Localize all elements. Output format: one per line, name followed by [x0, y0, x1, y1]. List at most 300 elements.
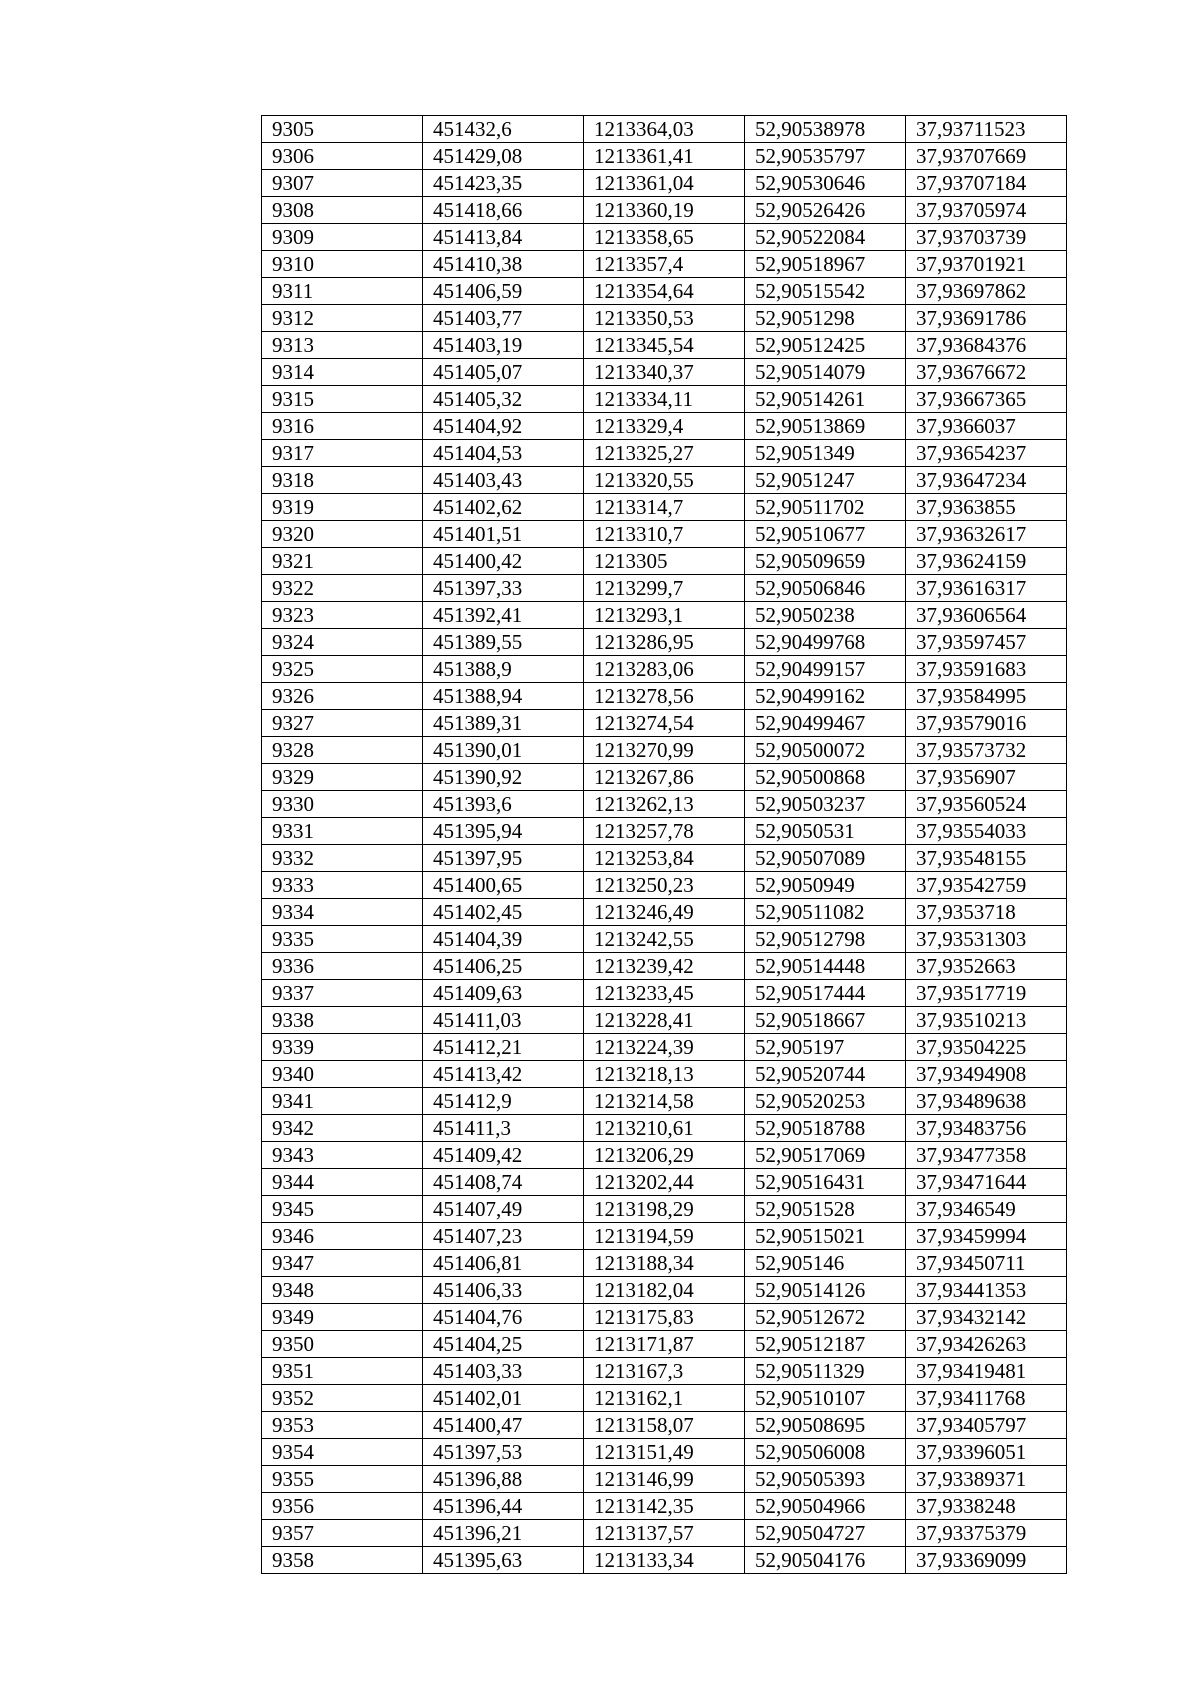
longitude-cell: 37,93632617 — [906, 521, 1067, 548]
table-row — [262, 926, 1067, 953]
x-coordinate-cell: 451390,92 — [423, 764, 584, 791]
longitude-cell: 37,93375379 — [906, 1520, 1067, 1547]
y-coordinate-cell: 1213334,11 — [584, 386, 745, 413]
point-number-cell: 9315 — [262, 386, 423, 413]
point-number-cell: 9306 — [262, 143, 423, 170]
table-row — [262, 278, 1067, 305]
table-row — [262, 1331, 1067, 1358]
x-coordinate-cell: 451389,55 — [423, 629, 584, 656]
longitude-cell: 37,93711523 — [906, 116, 1067, 143]
latitude-cell: 52,90506846 — [745, 575, 906, 602]
table-row — [262, 1439, 1067, 1466]
longitude-cell: 37,93684376 — [906, 332, 1067, 359]
point-number-cell: 9334 — [262, 899, 423, 926]
point-number-cell: 9337 — [262, 980, 423, 1007]
latitude-cell: 52,90512672 — [745, 1304, 906, 1331]
y-coordinate-cell: 1213320,55 — [584, 467, 745, 494]
table-row — [262, 251, 1067, 278]
latitude-cell: 52,90518667 — [745, 1007, 906, 1034]
point-number-cell: 9305 — [262, 116, 423, 143]
x-coordinate-cell: 451404,92 — [423, 413, 584, 440]
latitude-cell: 52,90511702 — [745, 494, 906, 521]
table-row — [262, 467, 1067, 494]
point-number-cell: 9323 — [262, 602, 423, 629]
latitude-cell: 52,90515542 — [745, 278, 906, 305]
x-coordinate-cell: 451403,43 — [423, 467, 584, 494]
latitude-cell: 52,90520744 — [745, 1061, 906, 1088]
longitude-cell: 37,93584995 — [906, 683, 1067, 710]
x-coordinate-cell: 451429,08 — [423, 143, 584, 170]
table-row — [262, 629, 1067, 656]
x-coordinate-cell: 451406,25 — [423, 953, 584, 980]
y-coordinate-cell: 1213274,54 — [584, 710, 745, 737]
x-coordinate-cell: 451405,07 — [423, 359, 584, 386]
table-row — [262, 683, 1067, 710]
longitude-cell: 37,93597457 — [906, 629, 1067, 656]
latitude-cell: 52,9051247 — [745, 467, 906, 494]
longitude-cell: 37,93591683 — [906, 656, 1067, 683]
table-row — [262, 872, 1067, 899]
y-coordinate-cell: 1213299,7 — [584, 575, 745, 602]
point-number-cell: 9317 — [262, 440, 423, 467]
longitude-cell: 37,9338248 — [906, 1493, 1067, 1520]
latitude-cell: 52,90503237 — [745, 791, 906, 818]
point-number-cell: 9335 — [262, 926, 423, 953]
y-coordinate-cell: 1213364,03 — [584, 116, 745, 143]
table-row — [262, 899, 1067, 926]
longitude-cell: 37,93471644 — [906, 1169, 1067, 1196]
point-number-cell: 9350 — [262, 1331, 423, 1358]
longitude-cell: 37,93510213 — [906, 1007, 1067, 1034]
longitude-cell: 37,93477358 — [906, 1142, 1067, 1169]
longitude-cell: 37,93703739 — [906, 224, 1067, 251]
latitude-cell: 52,90517069 — [745, 1142, 906, 1169]
y-coordinate-cell: 1213158,07 — [584, 1412, 745, 1439]
x-coordinate-cell: 451406,59 — [423, 278, 584, 305]
point-number-cell: 9314 — [262, 359, 423, 386]
table-row — [262, 1142, 1067, 1169]
point-number-cell: 9321 — [262, 548, 423, 575]
table-row — [262, 1493, 1067, 1520]
x-coordinate-cell: 451404,39 — [423, 926, 584, 953]
latitude-cell: 52,90512798 — [745, 926, 906, 953]
x-coordinate-cell: 451412,9 — [423, 1088, 584, 1115]
table-row — [262, 332, 1067, 359]
longitude-cell: 37,9346549 — [906, 1196, 1067, 1223]
latitude-cell: 52,90508695 — [745, 1412, 906, 1439]
y-coordinate-cell: 1213198,29 — [584, 1196, 745, 1223]
point-number-cell: 9325 — [262, 656, 423, 683]
latitude-cell: 52,90510107 — [745, 1385, 906, 1412]
latitude-cell: 52,90515021 — [745, 1223, 906, 1250]
point-number-cell: 9336 — [262, 953, 423, 980]
y-coordinate-cell: 1213206,29 — [584, 1142, 745, 1169]
latitude-cell: 52,90509659 — [745, 548, 906, 575]
y-coordinate-cell: 1213202,44 — [584, 1169, 745, 1196]
longitude-cell: 37,93517719 — [906, 980, 1067, 1007]
y-coordinate-cell: 1213283,06 — [584, 656, 745, 683]
y-coordinate-cell: 1213167,3 — [584, 1358, 745, 1385]
latitude-cell: 52,90518788 — [745, 1115, 906, 1142]
latitude-cell: 52,90530646 — [745, 170, 906, 197]
point-number-cell: 9340 — [262, 1061, 423, 1088]
longitude-cell: 37,93441353 — [906, 1277, 1067, 1304]
table-row — [262, 1385, 1067, 1412]
y-coordinate-cell: 1213171,87 — [584, 1331, 745, 1358]
y-coordinate-cell: 1213361,41 — [584, 143, 745, 170]
x-coordinate-cell: 451393,6 — [423, 791, 584, 818]
y-coordinate-cell: 1213146,99 — [584, 1466, 745, 1493]
latitude-cell: 52,90511082 — [745, 899, 906, 926]
x-coordinate-cell: 451388,94 — [423, 683, 584, 710]
table-row — [262, 197, 1067, 224]
longitude-cell: 37,93483756 — [906, 1115, 1067, 1142]
point-number-cell: 9357 — [262, 1520, 423, 1547]
x-coordinate-cell: 451413,84 — [423, 224, 584, 251]
y-coordinate-cell: 1213262,13 — [584, 791, 745, 818]
point-number-cell: 9313 — [262, 332, 423, 359]
x-coordinate-cell: 451411,03 — [423, 1007, 584, 1034]
y-coordinate-cell: 1213325,27 — [584, 440, 745, 467]
point-number-cell: 9338 — [262, 1007, 423, 1034]
x-coordinate-cell: 451409,63 — [423, 980, 584, 1007]
x-coordinate-cell: 451405,32 — [423, 386, 584, 413]
y-coordinate-cell: 1213270,99 — [584, 737, 745, 764]
point-number-cell: 9339 — [262, 1034, 423, 1061]
x-coordinate-cell: 451411,3 — [423, 1115, 584, 1142]
table-row — [262, 1088, 1067, 1115]
table-row — [262, 1547, 1067, 1574]
table-row — [262, 305, 1067, 332]
table-row — [262, 224, 1067, 251]
point-number-cell: 9344 — [262, 1169, 423, 1196]
longitude-cell: 37,9353718 — [906, 899, 1067, 926]
table-row — [262, 1007, 1067, 1034]
table-row — [262, 1466, 1067, 1493]
x-coordinate-cell: 451396,21 — [423, 1520, 584, 1547]
longitude-cell: 37,93606564 — [906, 602, 1067, 629]
longitude-cell: 37,93531303 — [906, 926, 1067, 953]
longitude-cell: 37,93579016 — [906, 710, 1067, 737]
table-row — [262, 1412, 1067, 1439]
x-coordinate-cell: 451409,42 — [423, 1142, 584, 1169]
table-row — [262, 1115, 1067, 1142]
point-number-cell: 9319 — [262, 494, 423, 521]
table-row — [262, 1358, 1067, 1385]
latitude-cell: 52,90522084 — [745, 224, 906, 251]
table-row — [262, 359, 1067, 386]
y-coordinate-cell: 1213286,95 — [584, 629, 745, 656]
x-coordinate-cell: 451400,42 — [423, 548, 584, 575]
latitude-cell: 52,90526426 — [745, 197, 906, 224]
coordinates-table — [261, 115, 1067, 1574]
y-coordinate-cell: 1213257,78 — [584, 818, 745, 845]
y-coordinate-cell: 1213151,49 — [584, 1439, 745, 1466]
latitude-cell: 52,90499157 — [745, 656, 906, 683]
x-coordinate-cell: 451412,21 — [423, 1034, 584, 1061]
y-coordinate-cell: 1213214,58 — [584, 1088, 745, 1115]
table-row — [262, 818, 1067, 845]
table-row — [262, 1223, 1067, 1250]
point-number-cell: 9308 — [262, 197, 423, 224]
y-coordinate-cell: 1213361,04 — [584, 170, 745, 197]
longitude-cell: 37,93624159 — [906, 548, 1067, 575]
longitude-cell: 37,93419481 — [906, 1358, 1067, 1385]
x-coordinate-cell: 451403,19 — [423, 332, 584, 359]
latitude-cell: 52,9051298 — [745, 305, 906, 332]
y-coordinate-cell: 1213357,4 — [584, 251, 745, 278]
x-coordinate-cell: 451413,42 — [423, 1061, 584, 1088]
x-coordinate-cell: 451423,35 — [423, 170, 584, 197]
table-row — [262, 602, 1067, 629]
longitude-cell: 37,93405797 — [906, 1412, 1067, 1439]
point-number-cell: 9326 — [262, 683, 423, 710]
point-number-cell: 9347 — [262, 1250, 423, 1277]
point-number-cell: 9331 — [262, 818, 423, 845]
point-number-cell: 9355 — [262, 1466, 423, 1493]
x-coordinate-cell: 451410,38 — [423, 251, 584, 278]
x-coordinate-cell: 451402,62 — [423, 494, 584, 521]
x-coordinate-cell: 451402,45 — [423, 899, 584, 926]
x-coordinate-cell: 451432,6 — [423, 116, 584, 143]
latitude-cell: 52,90512425 — [745, 332, 906, 359]
y-coordinate-cell: 1213345,54 — [584, 332, 745, 359]
x-coordinate-cell: 451404,25 — [423, 1331, 584, 1358]
table-row — [262, 710, 1067, 737]
y-coordinate-cell: 1213133,34 — [584, 1547, 745, 1574]
point-number-cell: 9329 — [262, 764, 423, 791]
x-coordinate-cell: 451406,33 — [423, 1277, 584, 1304]
y-coordinate-cell: 1213329,4 — [584, 413, 745, 440]
longitude-cell: 37,93554033 — [906, 818, 1067, 845]
y-coordinate-cell: 1213162,1 — [584, 1385, 745, 1412]
table-row — [262, 980, 1067, 1007]
latitude-cell: 52,9050238 — [745, 602, 906, 629]
table-row — [262, 548, 1067, 575]
x-coordinate-cell: 451390,01 — [423, 737, 584, 764]
y-coordinate-cell: 1213310,7 — [584, 521, 745, 548]
y-coordinate-cell: 1213194,59 — [584, 1223, 745, 1250]
latitude-cell: 52,90499467 — [745, 710, 906, 737]
x-coordinate-cell: 451395,94 — [423, 818, 584, 845]
latitude-cell: 52,90505393 — [745, 1466, 906, 1493]
table-row — [262, 440, 1067, 467]
x-coordinate-cell: 451404,53 — [423, 440, 584, 467]
point-number-cell: 9356 — [262, 1493, 423, 1520]
x-coordinate-cell: 451418,66 — [423, 197, 584, 224]
point-number-cell: 9341 — [262, 1088, 423, 1115]
latitude-cell: 52,90499768 — [745, 629, 906, 656]
y-coordinate-cell: 1213267,86 — [584, 764, 745, 791]
longitude-cell: 37,93707669 — [906, 143, 1067, 170]
table-row — [262, 953, 1067, 980]
table-row — [262, 845, 1067, 872]
latitude-cell: 52,90518967 — [745, 251, 906, 278]
longitude-cell: 37,93494908 — [906, 1061, 1067, 1088]
y-coordinate-cell: 1213246,49 — [584, 899, 745, 926]
longitude-cell: 37,93489638 — [906, 1088, 1067, 1115]
longitude-cell: 37,93542759 — [906, 872, 1067, 899]
table-row — [262, 521, 1067, 548]
longitude-cell: 37,93647234 — [906, 467, 1067, 494]
latitude-cell: 52,90499162 — [745, 683, 906, 710]
x-coordinate-cell: 451406,81 — [423, 1250, 584, 1277]
latitude-cell: 52,90514261 — [745, 386, 906, 413]
point-number-cell: 9333 — [262, 872, 423, 899]
longitude-cell: 37,93560524 — [906, 791, 1067, 818]
table-row — [262, 1304, 1067, 1331]
longitude-cell: 37,93701921 — [906, 251, 1067, 278]
x-coordinate-cell: 451401,51 — [423, 521, 584, 548]
latitude-cell: 52,90504176 — [745, 1547, 906, 1574]
latitude-cell: 52,9050531 — [745, 818, 906, 845]
latitude-cell: 52,905197 — [745, 1034, 906, 1061]
latitude-cell: 52,90504966 — [745, 1493, 906, 1520]
x-coordinate-cell: 451397,33 — [423, 575, 584, 602]
x-coordinate-cell: 451400,47 — [423, 1412, 584, 1439]
table-row — [262, 1061, 1067, 1088]
table-row — [262, 143, 1067, 170]
point-number-cell: 9332 — [262, 845, 423, 872]
longitude-cell: 37,9352663 — [906, 953, 1067, 980]
latitude-cell: 52,90520253 — [745, 1088, 906, 1115]
latitude-cell: 52,90500868 — [745, 764, 906, 791]
latitude-cell: 52,9051528 — [745, 1196, 906, 1223]
x-coordinate-cell: 451403,77 — [423, 305, 584, 332]
latitude-cell: 52,90504727 — [745, 1520, 906, 1547]
table-row — [262, 413, 1067, 440]
latitude-cell: 52,90517444 — [745, 980, 906, 1007]
x-coordinate-cell: 451395,63 — [423, 1547, 584, 1574]
y-coordinate-cell: 1213293,1 — [584, 602, 745, 629]
point-number-cell: 9351 — [262, 1358, 423, 1385]
point-number-cell: 9342 — [262, 1115, 423, 1142]
x-coordinate-cell: 451408,74 — [423, 1169, 584, 1196]
longitude-cell: 37,93573732 — [906, 737, 1067, 764]
longitude-cell: 37,93432142 — [906, 1304, 1067, 1331]
y-coordinate-cell: 1213188,34 — [584, 1250, 745, 1277]
y-coordinate-cell: 1213358,65 — [584, 224, 745, 251]
latitude-cell: 52,905146 — [745, 1250, 906, 1277]
latitude-cell: 52,90512187 — [745, 1331, 906, 1358]
x-coordinate-cell: 451396,44 — [423, 1493, 584, 1520]
table-row — [262, 386, 1067, 413]
table-row — [262, 656, 1067, 683]
point-number-cell: 9343 — [262, 1142, 423, 1169]
x-coordinate-cell: 451407,23 — [423, 1223, 584, 1250]
y-coordinate-cell: 1213250,23 — [584, 872, 745, 899]
latitude-cell: 52,90511329 — [745, 1358, 906, 1385]
point-number-cell: 9318 — [262, 467, 423, 494]
longitude-cell: 37,93548155 — [906, 845, 1067, 872]
table-row — [262, 1169, 1067, 1196]
coordinates-table-body — [262, 116, 1067, 1574]
y-coordinate-cell: 1213142,35 — [584, 1493, 745, 1520]
point-number-cell: 9353 — [262, 1412, 423, 1439]
longitude-cell: 37,9366037 — [906, 413, 1067, 440]
table-row — [262, 1034, 1067, 1061]
x-coordinate-cell: 451388,9 — [423, 656, 584, 683]
point-number-cell: 9324 — [262, 629, 423, 656]
point-number-cell: 9309 — [262, 224, 423, 251]
latitude-cell: 52,90535797 — [745, 143, 906, 170]
latitude-cell: 52,9050949 — [745, 872, 906, 899]
y-coordinate-cell: 1213233,45 — [584, 980, 745, 1007]
table-row — [262, 791, 1067, 818]
point-number-cell: 9352 — [262, 1385, 423, 1412]
longitude-cell: 37,9356907 — [906, 764, 1067, 791]
table-row — [262, 170, 1067, 197]
point-number-cell: 9307 — [262, 170, 423, 197]
point-number-cell: 9320 — [262, 521, 423, 548]
longitude-cell: 37,93697862 — [906, 278, 1067, 305]
x-coordinate-cell: 451389,31 — [423, 710, 584, 737]
y-coordinate-cell: 1213228,41 — [584, 1007, 745, 1034]
latitude-cell: 52,90514079 — [745, 359, 906, 386]
y-coordinate-cell: 1213224,39 — [584, 1034, 745, 1061]
longitude-cell: 37,93396051 — [906, 1439, 1067, 1466]
table-row — [262, 494, 1067, 521]
longitude-cell: 37,93707184 — [906, 170, 1067, 197]
point-number-cell: 9328 — [262, 737, 423, 764]
latitude-cell: 52,90513869 — [745, 413, 906, 440]
table-row — [262, 764, 1067, 791]
x-coordinate-cell: 451396,88 — [423, 1466, 584, 1493]
point-number-cell: 9354 — [262, 1439, 423, 1466]
x-coordinate-cell: 451397,53 — [423, 1439, 584, 1466]
latitude-cell: 52,90514126 — [745, 1277, 906, 1304]
point-number-cell: 9348 — [262, 1277, 423, 1304]
longitude-cell: 37,93411768 — [906, 1385, 1067, 1412]
y-coordinate-cell: 1213354,64 — [584, 278, 745, 305]
y-coordinate-cell: 1213182,04 — [584, 1277, 745, 1304]
x-coordinate-cell: 451392,41 — [423, 602, 584, 629]
x-coordinate-cell: 451403,33 — [423, 1358, 584, 1385]
point-number-cell: 9311 — [262, 278, 423, 305]
point-number-cell: 9358 — [262, 1547, 423, 1574]
x-coordinate-cell: 451407,49 — [423, 1196, 584, 1223]
latitude-cell: 52,90510677 — [745, 521, 906, 548]
y-coordinate-cell: 1213278,56 — [584, 683, 745, 710]
y-coordinate-cell: 1213218,13 — [584, 1061, 745, 1088]
y-coordinate-cell: 1213239,42 — [584, 953, 745, 980]
longitude-cell: 37,93369099 — [906, 1547, 1067, 1574]
y-coordinate-cell: 1213175,83 — [584, 1304, 745, 1331]
x-coordinate-cell: 451404,76 — [423, 1304, 584, 1331]
longitude-cell: 37,93450711 — [906, 1250, 1067, 1277]
latitude-cell: 52,90516431 — [745, 1169, 906, 1196]
point-number-cell: 9330 — [262, 791, 423, 818]
point-number-cell: 9310 — [262, 251, 423, 278]
x-coordinate-cell: 451400,65 — [423, 872, 584, 899]
table-row — [262, 1520, 1067, 1547]
x-coordinate-cell: 451397,95 — [423, 845, 584, 872]
table-row — [262, 575, 1067, 602]
y-coordinate-cell: 1213340,37 — [584, 359, 745, 386]
point-number-cell: 9327 — [262, 710, 423, 737]
longitude-cell: 37,93691786 — [906, 305, 1067, 332]
table-row — [262, 1277, 1067, 1304]
latitude-cell: 52,90514448 — [745, 953, 906, 980]
longitude-cell: 37,93459994 — [906, 1223, 1067, 1250]
point-number-cell: 9345 — [262, 1196, 423, 1223]
longitude-cell: 37,93676672 — [906, 359, 1067, 386]
y-coordinate-cell: 1213305 — [584, 548, 745, 575]
longitude-cell: 37,93667365 — [906, 386, 1067, 413]
latitude-cell: 52,90538978 — [745, 116, 906, 143]
latitude-cell: 52,90506008 — [745, 1439, 906, 1466]
longitude-cell: 37,93616317 — [906, 575, 1067, 602]
